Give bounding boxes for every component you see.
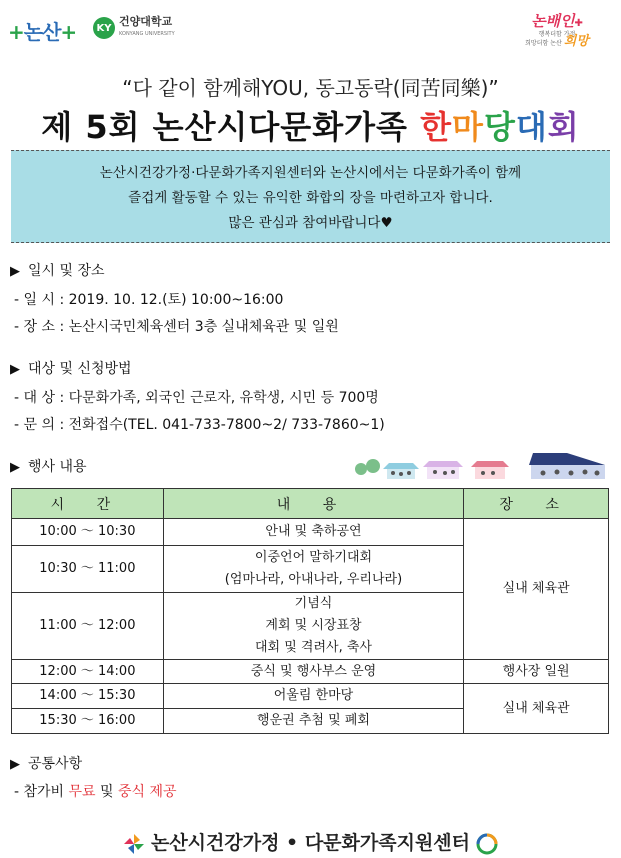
festival-tents-illustration [353,449,611,481]
triangle-bullet-icon: ▶ [10,362,20,377]
content-cell: 이중언어 말하기대회 (엄마나라, 아내나라, 우리나라) [163,546,463,593]
logo-row [0,8,621,58]
header-time: 시 간 [12,489,164,519]
place-line: - 장 소 : 논산시국민체육센터 3층 실내체육관 및 일원 [14,319,339,335]
place-cell: 행사장 일원 [464,660,609,684]
konyang-university-logo: KY 건양대학교 KONYANG UNIVERSITY [93,16,175,40]
content-cell: 행운권 추첨 및 폐회 [163,709,463,734]
section-heading-target: ▶ 대상 및 신청방법 [10,361,132,377]
table-row [12,684,609,709]
fee-line: - 참가비 무료 및 중식 제공 [14,784,177,800]
triangle-bullet-icon: ▶ [10,460,20,475]
place-cell: 실내 체육관 [464,519,609,660]
intro-box [11,150,610,243]
triangle-bullet-icon: ▶ [10,757,20,772]
time-cell: 12:00 ～ 14:00 [12,660,164,684]
intro-line: 논산시건강가정·다문화가족지원센터와 논산시에서는 다문화가족이 함께 [99,165,522,181]
ky-mark-icon: KY [93,17,115,39]
pinwheel-logo-icon [123,833,145,855]
hope-nonsan-logo: 논배인✚ 행복더함 가정 희망더함 논산 희망 [525,12,589,49]
section-heading-datetime: ▶ 일시 및 장소 [10,263,105,279]
nonsan-city-logo: +논산+ [8,20,77,44]
header-place: 장 소 [464,489,609,519]
time-cell: 15:30 ～ 16:00 [12,709,164,734]
header-content: 내 용 [163,489,463,519]
triangle-bullet-icon: ▶ [10,264,20,279]
intro-line: 즐겁게 활동할 수 있는 유익한 화합의 장을 마련하고자 합니다. [128,190,493,206]
content-cell: 중식 및 행사부스 운영 [163,660,463,684]
time-cell: 10:00 ～ 10:30 [12,519,164,546]
section-heading-common: ▶ 공통사항 [10,756,83,772]
schedule-table [11,488,609,734]
time-cell: 10:30 ～ 11:00 [12,546,164,593]
content-cell: 기념식 계회 및 시장표창 대회 및 격려사, 축사 [163,593,463,660]
swirl-logo-icon [476,833,498,855]
time-cell: 11:00 ～ 12:00 [12,593,164,660]
date-line: - 일 시 : 2019. 10. 12.(토) 10:00~16:00 [14,292,284,308]
intro-line: 많은 관심과 참여바랍니다♥ [228,215,393,231]
target-line: - 대 상 : 다문화가족, 외국인 근로자, 유학생, 시민 등 700명 [14,390,379,406]
event-slogan: “다 같이 함께해YOU, 동고동락(同苦同樂)” [122,76,499,100]
footer-org: 논산시건강가정 • 다문화가족지원센터 [0,828,621,855]
table-row [12,519,609,546]
content-cell: 안내 및 축하공연 [163,519,463,546]
section-heading-events: ▶ 행사 내용 [10,459,87,475]
table-header-row [12,489,609,519]
event-title: 제 5회 논산시다문화가족 한마당대회 [41,108,580,146]
place-cell: 실내 체육관 [464,684,609,734]
contact-line: - 문 의 : 전화접수(TEL. 041-733-7800~2/ 733-7860~1) [14,417,385,433]
table-row [12,660,609,684]
time-cell: 14:00 ～ 15:30 [12,684,164,709]
content-cell: 어울림 한마당 [163,684,463,709]
